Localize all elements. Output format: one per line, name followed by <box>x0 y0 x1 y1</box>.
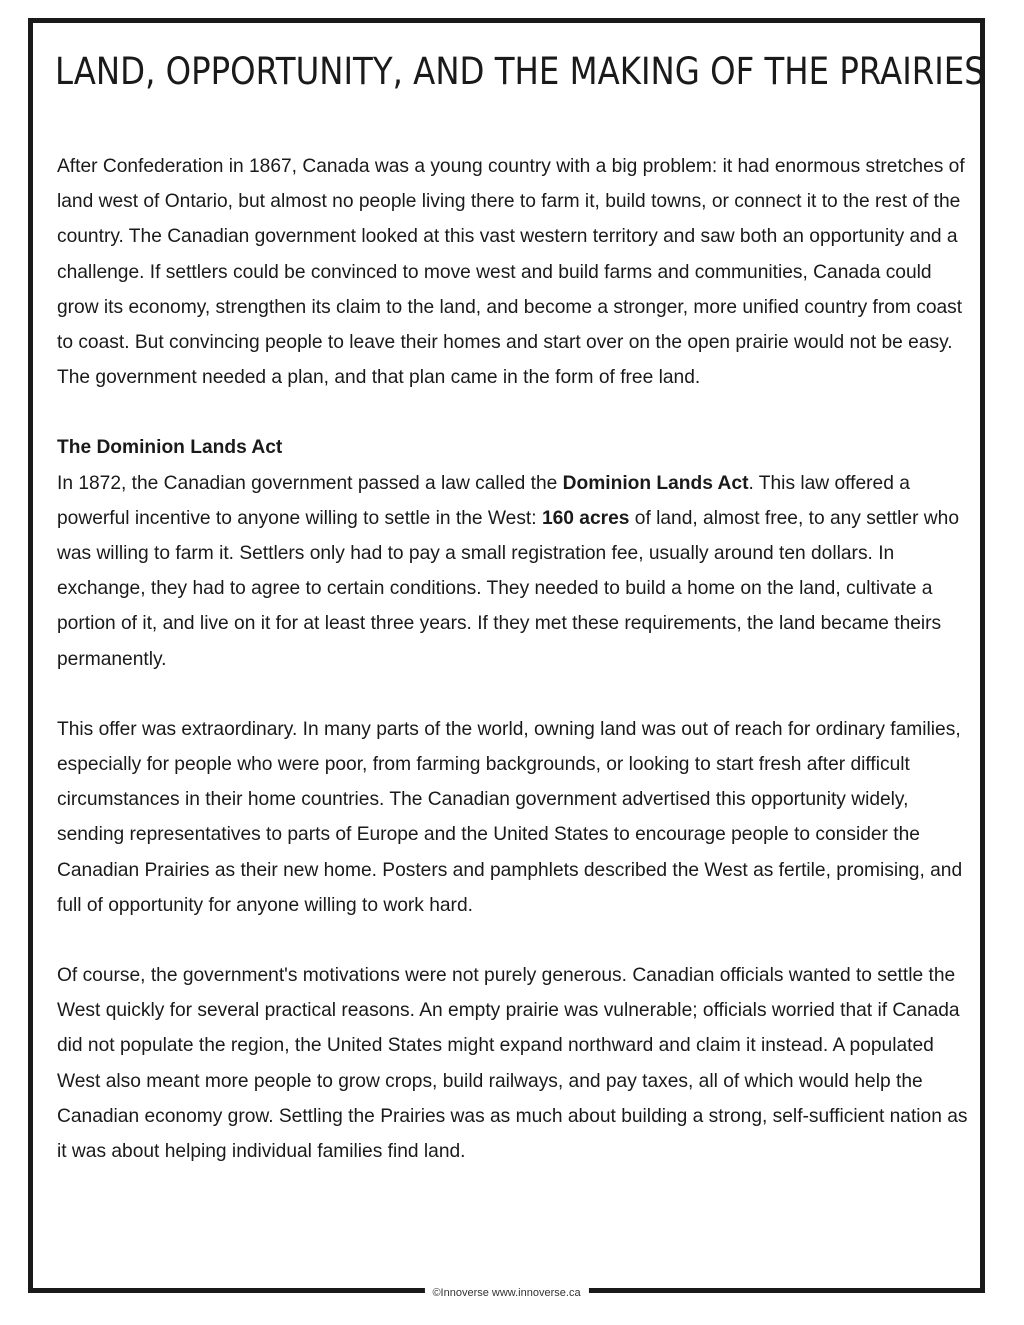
dominion-lands-act-term: Dominion Lands Act <box>562 472 749 494</box>
article-body <box>57 149 977 1204</box>
intro-paragraph: After Confederation in 1867, Canada was a young country with a big problem: it had enormous stretches of land west of Ontario, but almost no people living there to farm it, build towns, or connect it to the rest of the country. The Canadian government looked at this vast western territory and saw both an opportunity and a challenge. If settlers could be convinced to move west and build farms and communities, Canada could grow its economy, strengthen its claim to the land, and become a stronger, more unified country from coast to coast. But convincing people to leave their homes and start over on the open prairie would not be easy. The government needed a plan, and that plan came in the form of free land. <box>57 156 965 389</box>
dominion-lands-text-3: of land, almost free, to any settler who was willing to farm it. Settlers only had to pay a small registration fee, usually around ten dollars. In exchange, they had to agree to certain conditions. They needed to build a home on the land, cultivate a portion of it, and live on it for at least three years. If they met these requirements, the land became theirs permanently. <box>57 507 959 670</box>
motivations-paragraph: Of course, the government's motivations were not purely generous. Canadian officials wanted to settle the West quickly for several practical reasons. An empty prairie was vulnerable; officials worried that if Canada did not populate the region, the United States might expand northward and claim it instead. A populated West also meant more people to grow crops, build railways, and pay taxes, all of which would help the Canadian economy grow. Settling the Prairies was as much about building a strong, self-sufficient nation as it was about helping individual families find land. <box>57 965 968 1163</box>
dominion-lands-text-2: . This law offered a powerful incentive to anyone willing to settle in the West: <box>57 472 910 529</box>
dominion-lands-text-1: In 1872, the Canadian government passed a law called the <box>57 472 563 494</box>
footer-credit: ©Innoverse www.innoverse.ca <box>424 1284 588 1302</box>
section-heading: The Dominion Lands Act <box>57 437 283 459</box>
dominion-lands-paragraph <box>57 466 977 677</box>
page-frame <box>28 18 985 1299</box>
page-title: LAND, OPPORTUNITY, AND THE MAKING OF THE PRAIRIES <box>55 50 985 93</box>
offer-paragraph: This offer was extraordinary. In many parts of the world, owning land was out of reach for ordinary families, especially for people who were poor, from farming backgrounds, or looking to start fresh after difficult circumstances in their home countries. The Canadian government advertised this opportunity widely, sending representatives to parts of Europe and the United States to encourage people to consider the Canadian Prairies as their new home. Posters and pamphlets described the West as fertile, promising, and full of opportunity for anyone willing to work hard. <box>57 718 963 916</box>
acres-term: 160 acres <box>541 507 630 529</box>
